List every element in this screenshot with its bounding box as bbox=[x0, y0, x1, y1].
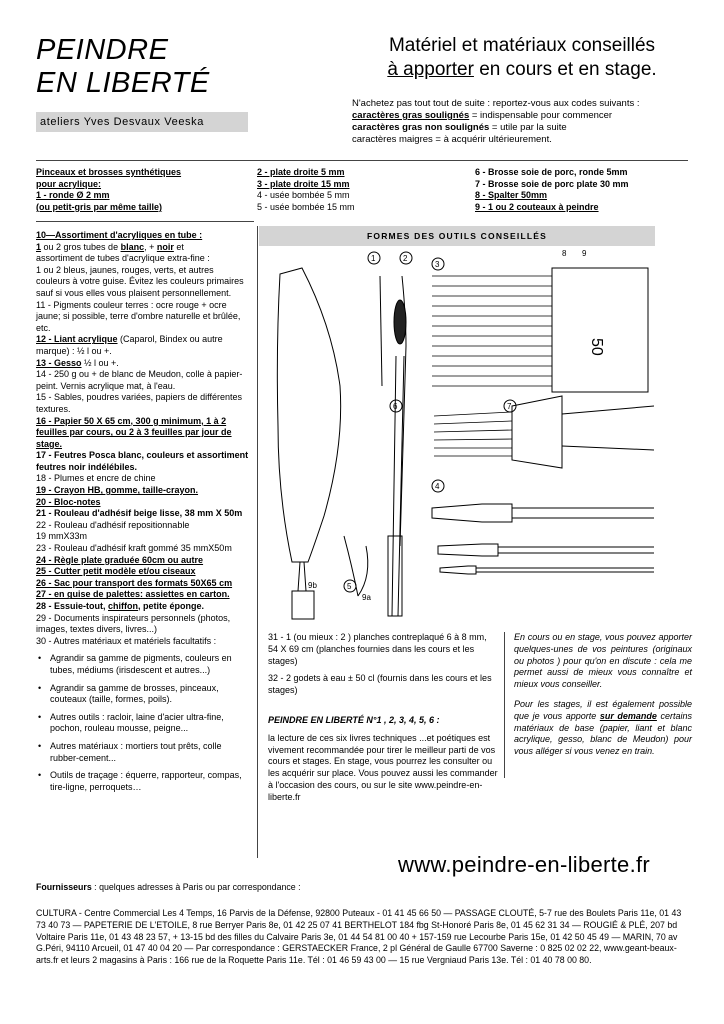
i10a-6: et bbox=[173, 241, 184, 252]
title-underlined: à apporter bbox=[387, 59, 474, 80]
brush-8: 8 - Spalter 50mm bbox=[475, 190, 548, 201]
i28a: 28 - Essuie-tout, bbox=[36, 601, 109, 611]
page-title bbox=[352, 34, 692, 82]
advice-p1: En cours ou en stage, vous pouvez apporter quelques-unes de vos peintures (originaux ou photos ) pour qu'on en discute : cela me permet aussi de mieux vous connaître et mieux vous conseiller. bbox=[514, 632, 692, 690]
brush-4: 4 - usée bombée 5 mm bbox=[257, 190, 350, 201]
list-item: • Outils de traçage : équerre, rapporteur, compas, tire-ligne, perroquets… bbox=[50, 770, 250, 793]
brush-1: 1 - ronde Ø 2 mm bbox=[36, 190, 110, 201]
item-23: 23 - Rouleau d'adhésif kraft gommé 35 mmX50m bbox=[36, 543, 232, 554]
column-divider bbox=[257, 226, 258, 858]
title-line-1: Matériel et matériaux conseillés bbox=[388, 35, 656, 56]
item-20: 20 - Bloc-notes bbox=[36, 496, 101, 507]
suppliers-text: CULTURA - Centre Commercial Les 4 Temps, 16 Parvis de la Défense, 92800 Puteaux - 01 41 45 66 50 — PASSAGE CLOUTÉ, 5-7 rue des Boulets Paris 11e, 01 43 73 40 73 — PAPETERIE DE L'ETOILE, 8 rue Berryer Paris 8e, 01 42 25 07 41 BERTHELOT 184 fbg St-Honoré Paris 8e, 01 45 62 31 34 — ROUGIÉ & PLÉ, 207 bd Voltaire Paris 11e, 01 43 48 23 57, + 13-15 bd des filles du Calvaire Paris 3e, 01 44 54 81 00 40 + 157-159 rue Lecourbe Paris 15e, 01 42 50 45 49 — MARIN, 70 av G.Péri, 94110 Arcueil, 01 47 40 04 20 — Par correspondance : GERSTAECKER France, 2 pl Général de Gaulle 67700 Saverne : 0 825 02 02 22, www.geant-beaux-arts.fr et leurs 2 magasins à Paris : 166 rue de la Roquette Paris 11e. Tél : 01 46 59 43 00 — 15 rue Vergniaud Paris 13e. Tél : 01 40 78 00 80. bbox=[36, 908, 682, 966]
flat-brush-7-bristles bbox=[432, 276, 552, 386]
item-21: 21 - Rouleau d'adhésif beige lisse, 38 mm X 50m bbox=[36, 508, 243, 519]
advice-note bbox=[514, 632, 692, 758]
item-10a bbox=[36, 242, 250, 254]
optional-list bbox=[36, 653, 250, 793]
list-item: • Autres outils : racloir, laine d'acier ultra-fine, pochon, rouleau mousse, peigne... bbox=[50, 712, 250, 735]
legend bbox=[352, 98, 692, 146]
advice-p2a: Pour les stages, il est également possible que je vous apporte bbox=[514, 698, 692, 721]
brushes-col-1 bbox=[36, 167, 248, 213]
title-line-2 bbox=[352, 58, 692, 82]
atelier-bar: ateliers Yves Desvaux Veeska bbox=[36, 112, 248, 132]
item-17: 17 - Feutres Posca blanc, couleurs et assortiment feutres noir indélébiles. bbox=[36, 450, 249, 472]
materials-list bbox=[36, 230, 250, 799]
ferrule-label-50: 50 bbox=[588, 338, 605, 356]
tool-label-9b: 9b bbox=[308, 581, 317, 590]
i10a-4: , + bbox=[144, 241, 157, 252]
tool-label-2: 2 bbox=[403, 254, 408, 263]
i13a: 13 - Gesso bbox=[36, 357, 82, 368]
item-16: 16 - Papier 50 X 65 cm, 300 g minimum, 1 à 2 feuilles par cours, ou 2 à 3 feuilles par jour de stage. bbox=[36, 415, 232, 449]
item-22b: 19 mmX33m bbox=[36, 531, 88, 542]
title-rest: en cours et en stage. bbox=[473, 59, 657, 80]
spalter-handle bbox=[562, 406, 654, 450]
brushes-col-2 bbox=[257, 167, 457, 213]
legend-2 bbox=[352, 122, 692, 134]
item-14: 14 - 250 g ou + de blanc de Meudon, colle à papier-peint. Vernis acrylique mat, à l'eau. bbox=[36, 369, 243, 391]
item-27: 27 - en guise de palettes: assiettes en carton. bbox=[36, 589, 230, 600]
brand-line-2: EN LIBERTÉ bbox=[36, 67, 210, 99]
tool-label-9a: 9a bbox=[362, 593, 371, 602]
tool-label-8: 8 bbox=[562, 249, 567, 258]
list-item: • Agrandir sa gamme de pigments, couleurs en tubes, médiums (irisdescent et autres...) bbox=[50, 653, 250, 676]
palette-knife-blade bbox=[277, 268, 340, 562]
item-10b: assortiment de tubes d'acrylique extra-fine : bbox=[36, 253, 210, 264]
item-18: 18 - Plumes et encre de chine bbox=[36, 473, 156, 484]
item-26: 26 - Sac pour transport des formats 50X65 cm bbox=[36, 577, 233, 588]
tool-label-1: 1 bbox=[371, 254, 376, 263]
spalter-bristles bbox=[434, 412, 512, 456]
i10a-5: noir bbox=[156, 241, 174, 252]
palette-knife-handle bbox=[292, 591, 314, 619]
brush-6: 6 - Brosse soie de porc, ronde 5mm bbox=[475, 167, 628, 177]
divider-left bbox=[36, 221, 254, 222]
item-31: 31 - 1 (ou mieux : 2 ) planches contreplaqué 6 à 8 mm, 54 X 69 cm (planches fournies dans les cours et les stages) bbox=[268, 632, 487, 666]
brand-title bbox=[36, 34, 210, 100]
tool-label-3: 3 bbox=[435, 260, 440, 269]
flat-brush-7-ferrule bbox=[552, 268, 648, 392]
website-url[interactable]: www.peindre-en-liberte.fr bbox=[398, 852, 651, 877]
item-22: 22 - Rouleau d'adhésif repositionnable bbox=[36, 519, 190, 530]
brush-2: 2 - plate droite 5 mm bbox=[257, 167, 345, 177]
i28c: , petite éponge. bbox=[138, 601, 205, 611]
item-29: 29 - Documents inspirateurs personnels (photos, images, textes divers, livres...) bbox=[36, 612, 231, 635]
brushes-heading-2: pour acrylique: bbox=[36, 178, 102, 189]
brush-1-alt: (ou petit-gris par même taille) bbox=[36, 201, 163, 212]
item-19: 19 - Crayon HB, gomme, taille-crayon. bbox=[36, 485, 199, 496]
brushes-heading-1: Pinceaux et brosses synthétiques bbox=[36, 167, 182, 177]
item-28 bbox=[36, 601, 250, 613]
tools-illustration bbox=[262, 246, 654, 622]
legend-intro: N'achetez pas tout tout de suite : reportez-vous aux codes suivants : bbox=[352, 98, 640, 109]
brushes-col-3 bbox=[475, 167, 690, 213]
books-title: PEINDRE EN LIBERTÉ N°1 , 2, 3, 4, 5, 6 : bbox=[268, 714, 440, 725]
advice-p2 bbox=[514, 699, 692, 758]
palette-knife-shank bbox=[298, 562, 306, 591]
i13b: ½ l ou +. bbox=[81, 357, 119, 368]
brand-line-1: PEINDRE bbox=[36, 34, 169, 66]
i10a-2: ou 2 gros tubes de bbox=[41, 241, 121, 252]
item-24: 24 - Règle plate graduée 60cm ou autre bbox=[36, 554, 204, 565]
legend-1-key: caractères gras soulignés bbox=[352, 110, 470, 121]
list-item: • Agrandir sa gamme de brosses, pinceaux, couteaux (taille, formes, poils). bbox=[50, 683, 250, 706]
round-brush-tip bbox=[394, 300, 406, 344]
flat-brush-small bbox=[432, 504, 654, 574]
brush-7: 7 - Brosse soie de porc plate 30 mm bbox=[475, 178, 629, 189]
tool-label-5: 5 bbox=[347, 582, 352, 591]
brush-5: 5 - usée bombée 15 mm bbox=[257, 201, 355, 212]
middle-lower bbox=[268, 632, 498, 804]
i28b: chiffon bbox=[108, 601, 139, 611]
item-15: 15 - Sables, poudres variées, papiers de différentes textures. bbox=[36, 392, 242, 414]
brush-9: 9 - 1 ou 2 couteaux à peindre bbox=[475, 201, 599, 212]
advice-p2b: sur demande bbox=[599, 710, 657, 721]
item-10: 10—Assortiment d'acryliques en tube : bbox=[36, 230, 203, 240]
spalter-body bbox=[512, 396, 562, 468]
suppliers-intro-text: : quelques adresses à Paris ou par correspondance : bbox=[91, 882, 301, 892]
legend-2-key: caractères gras non soulignés bbox=[352, 122, 490, 133]
item-10c: 1 ou 2 bleus, jaunes, rouges, verts, et autres couleurs à votre guise. Évitez les couleurs primaires sauf si vous elles vous plaisent personnellement. bbox=[36, 264, 244, 298]
divider-top bbox=[36, 160, 688, 161]
suppliers-label: Fournisseurs bbox=[36, 882, 92, 892]
round-brush-1 bbox=[380, 276, 382, 386]
tool-label-9: 9 bbox=[582, 249, 587, 258]
tool-label-6: 6 bbox=[393, 402, 398, 411]
advice-p2c: certains matériaux de base (papier, liant et blanc acrylique, gesso, blanc de Meudon) pour vous alléger si vous venez en train. bbox=[514, 710, 693, 757]
books-text: la lecture de ces six livres techniques ...et poétiques est vivement recommandée pour tirer le meilleur parti de vos cours et stages. En stage, vous pourrez les consulter ou les acquérir sur place. Vous pouvez aussi les commander à l'occasion des cours, ou sur le site www.peindre-en-liberte.fr bbox=[268, 732, 498, 802]
i12a: 12 - Liant acrylique bbox=[36, 334, 118, 345]
i10a-3: blanc bbox=[120, 241, 145, 252]
tool-label-4: 4 bbox=[435, 482, 440, 491]
item-25: 25 - Cutter petit modèle et/ou ciseaux bbox=[36, 566, 196, 577]
list-item: • Autres matériaux : mortiers tout prêts, colle rubber-cement... bbox=[50, 741, 250, 764]
i12b: (Caparol, Bindex ou autre marque) : ½ l ou +. bbox=[36, 334, 223, 356]
item-11: 11 - Pigments couleur terres : ocre rouge + ocre jaune; si possible, terre d'ombre naturelle et brûlée, etc. bbox=[36, 299, 241, 333]
item-12 bbox=[36, 334, 250, 357]
i10a-1: 1 bbox=[36, 241, 42, 252]
item-13 bbox=[36, 358, 250, 370]
brush-3: 3 - plate droite 15 mm bbox=[257, 178, 350, 189]
legend-1-val: = indispensable pour commencer bbox=[469, 110, 613, 121]
item-30: 30 - Autres matériaux et matériels facultatifs : bbox=[36, 635, 217, 646]
suppliers-intro bbox=[36, 882, 690, 894]
legend-2-val: = utile par la suite bbox=[489, 122, 567, 133]
note-divider bbox=[504, 632, 505, 778]
tool-label-7: 7 bbox=[507, 402, 512, 411]
legend-1 bbox=[352, 110, 692, 122]
tools-panel-heading: FORMES DES OUTILS CONSEILLÉS bbox=[259, 226, 655, 246]
item-32: 32 - 2 godets à eau ± 50 cl (fournis dans les cours et les stages) bbox=[268, 673, 492, 696]
legend-3: caractères maigres = à acquérir ultérieurement. bbox=[352, 134, 552, 145]
